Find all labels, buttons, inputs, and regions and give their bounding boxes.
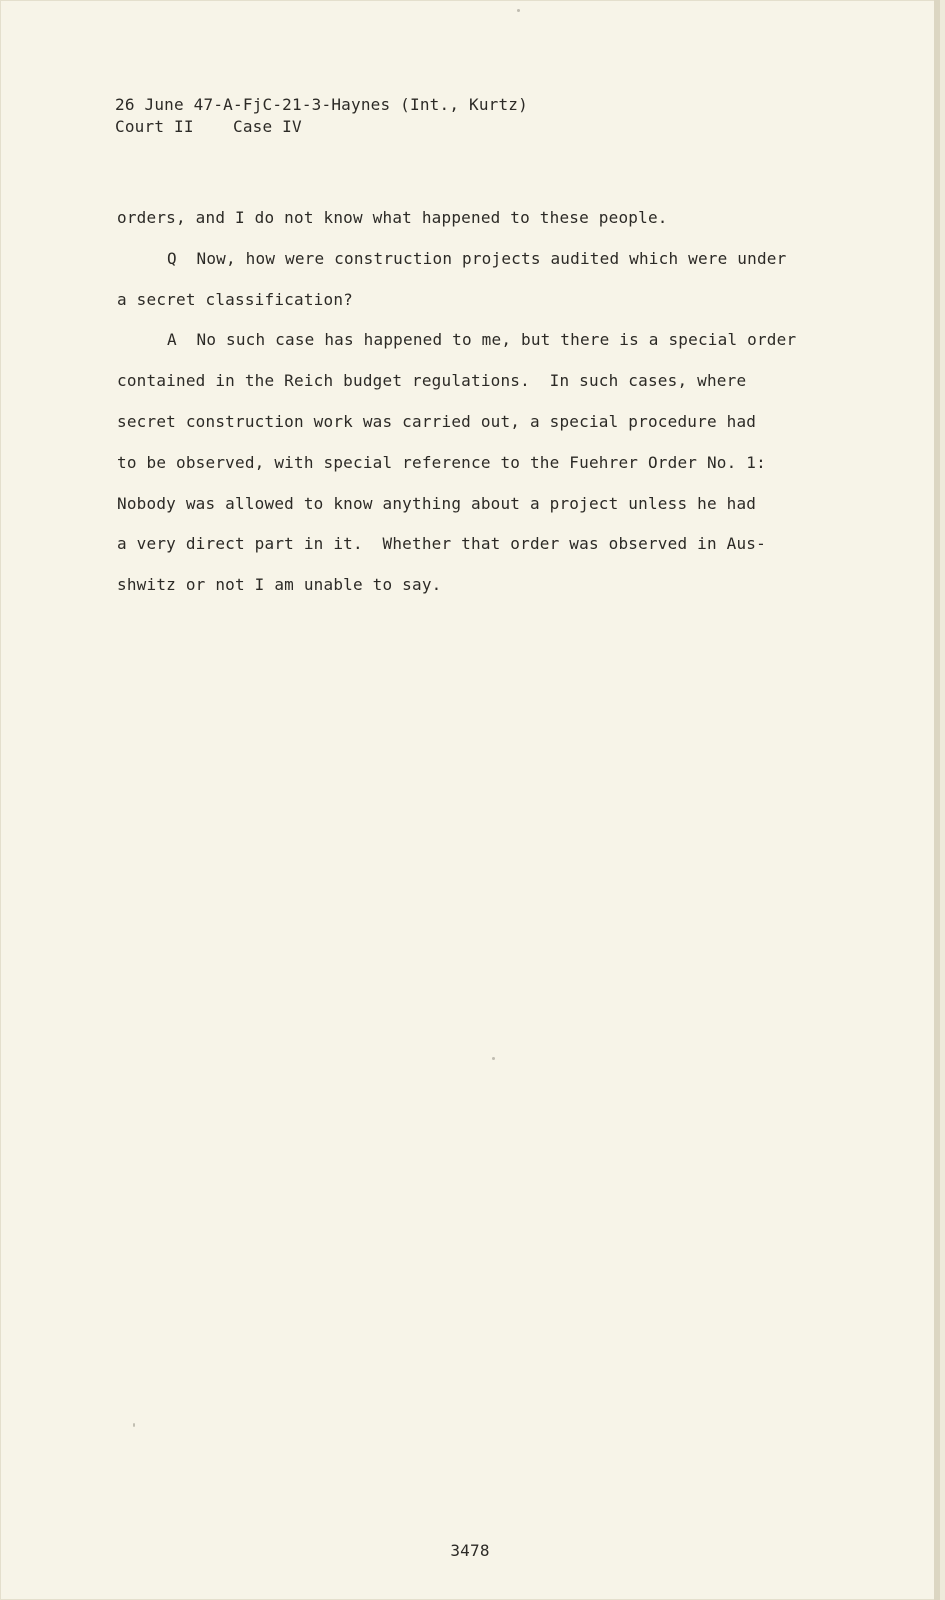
header-line-date-reference: 26 June 47-A-FjC-21-3-Haynes (Int., Kurtz) bbox=[115, 95, 528, 114]
transcript-line: contained in the Reich budget regulations. In such cases, where bbox=[117, 371, 747, 391]
header-line-court-case: Court II Case IV bbox=[115, 117, 302, 136]
transcript-line: shwitz or not I am unable to say. bbox=[117, 575, 442, 595]
paper-speck bbox=[517, 9, 520, 12]
transcript-line-answer: A No such case has happened to me, but there is a special order bbox=[167, 330, 797, 350]
paper-speck bbox=[133, 1423, 135, 1427]
transcript-line: to be observed, with special reference to the Fuehrer Order No. 1: bbox=[117, 452, 766, 472]
transcript-line: orders, and I do not know what happened to these people. bbox=[117, 208, 668, 227]
page-number: 3478 bbox=[450, 1541, 490, 1560]
transcript-line-question: Q Now, how were construction projects audited which were under bbox=[167, 248, 787, 268]
transcript-line: a secret classification? bbox=[117, 289, 353, 309]
transcript-line: a very direct part in it. Whether that order was observed in Aus- bbox=[117, 534, 766, 554]
transcript-line: Nobody was allowed to know anything about a project unless he had bbox=[117, 493, 757, 513]
transcript-body bbox=[117, 198, 837, 606]
paper-speck bbox=[492, 1057, 495, 1060]
transcript-line: secret construction work was carried out, a special procedure had bbox=[117, 411, 757, 431]
page-edge bbox=[934, 0, 940, 1600]
document-header bbox=[115, 94, 528, 138]
